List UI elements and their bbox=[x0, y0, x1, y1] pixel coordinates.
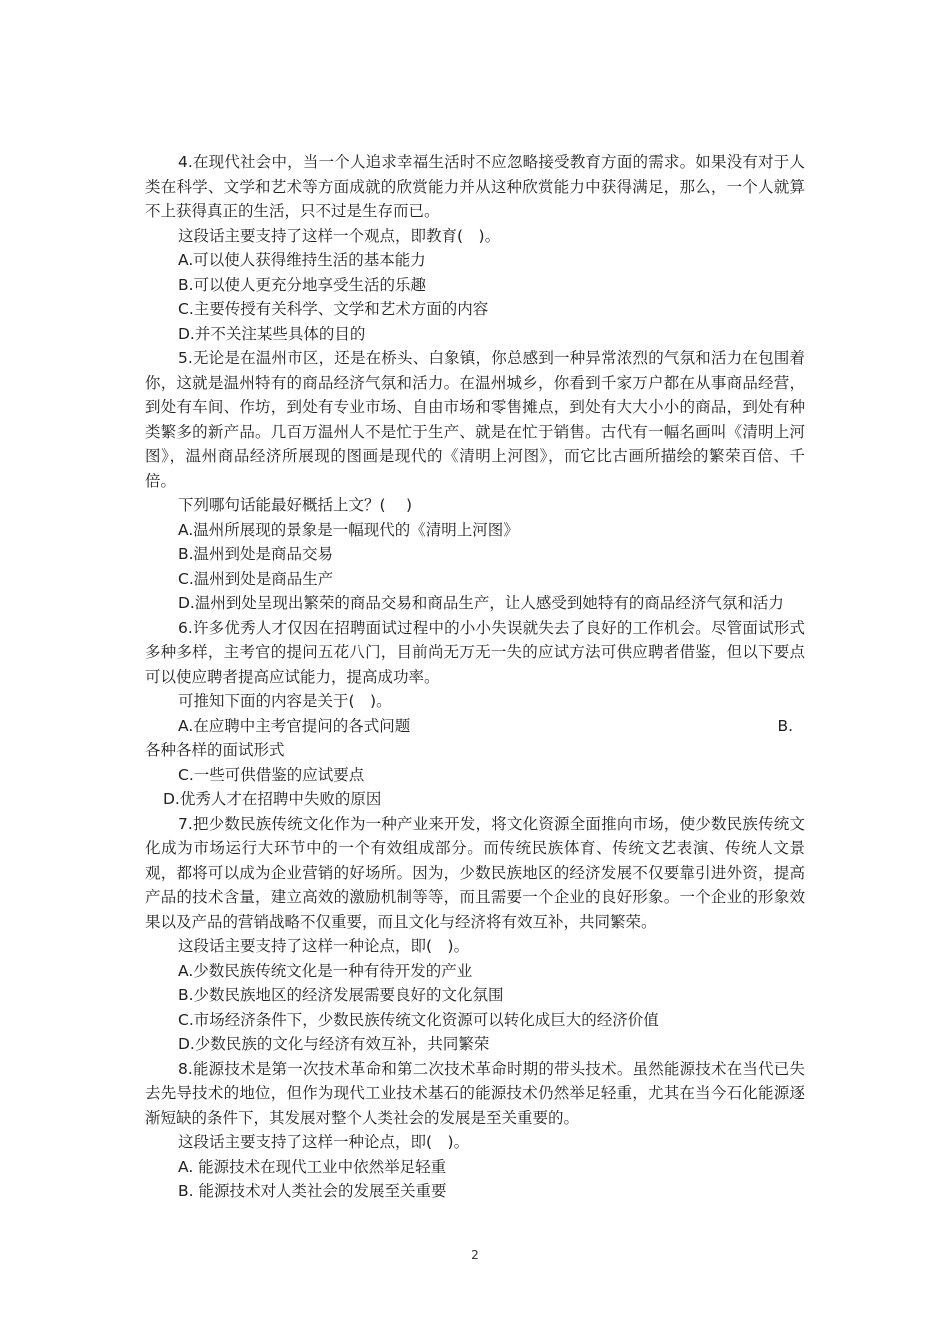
question-5-prompt: 下列哪句话能最好概括上文？( ) bbox=[178, 496, 413, 514]
page-number: 2 bbox=[471, 1248, 479, 1262]
question-6-option-d: D.优秀人才在招聘中失败的原因 bbox=[163, 790, 382, 808]
question-4-option-c: C.主要传授有关科学、文学和艺术方面的内容 bbox=[178, 300, 489, 318]
question-6-option-b-text: 各种各样的面试形式 bbox=[145, 741, 285, 759]
question-8-stem: 8.能源技术是第一次技术革命和第二次技术革命时期的带头技术。虽然能源技术在当代已失去先导技术的地位，但作为现代工业技术基石的能源技术仍然举足轻重，尤其在当今石化能源逐渐短缺的条件下，其发展对整个人类社会的发展是至关重要的。 bbox=[145, 1059, 805, 1127]
page-content bbox=[145, 150, 805, 1204]
question-5-option-a: A.温州所展现的景象是一幅现代的《清明上河图》 bbox=[178, 520, 519, 539]
question-8-prompt: 这段话主要支持了这样一种论点，即( )。 bbox=[178, 1133, 470, 1151]
question-6-option-b-prefix: B. bbox=[777, 716, 793, 735]
question-7-option-b: B.少数民族地区的经济发展需要良好的文化氛围 bbox=[178, 986, 504, 1004]
question-6-option-a: A.在应聘中主考官提问的各式问题 bbox=[178, 716, 411, 735]
question-7-option-a: A.少数民族传统文化是一种有待开发的产业 bbox=[178, 961, 473, 980]
question-7-option-c: C.市场经济条件下，少数民族传统文化资源可以转化成巨大的经济价值 bbox=[178, 1010, 659, 1029]
question-5-stem: 5.无论是在温州市区，还是在桥头、白象镇，你总感到一种异常浓烈的气氛和活力在包围着你，这就是温州特有的商品经济气氛和活力。在温州城乡，你看到千家万户都在从事商品经营，到处有车间、作坊，到处有专业市场、自由市场和零售摊点，到处有大大小小的商品，到处有种类繁多的新产品。几百万温州人不是忙于生产、就是在忙于销售。古代有一幅名画叫《清明上河图》，温州商品经济所展现的图画是现代的《清明上河图》，而它比古画所描绘的繁荣百倍、千倍。 bbox=[145, 349, 805, 490]
question-4-option-a: A.可以使人获得维持生活的基本能力 bbox=[178, 251, 426, 269]
question-4-option-b: B.可以使人更充分地享受生活的乐趣 bbox=[178, 275, 427, 294]
question-6-stem: 6.许多优秀人才仅因在招聘面试过程中的小小失误就失去了良好的工作机会。尽管面试形式多种多样，主考官的提问五花八门，目前尚无万无一失的应试方法可供应聘者借鉴，但以下要点可以使应聘者提高应试能力，提高成功率。 bbox=[145, 618, 805, 686]
question-8-option-a: A. 能源技术在现代工业中依然举足轻重 bbox=[178, 1157, 447, 1176]
question-7-prompt: 这段话主要支持了这样一种论点，即( )。 bbox=[178, 937, 470, 955]
question-5-option-c: C.温州到处是商品生产 bbox=[178, 569, 334, 588]
question-4-option-d: D.并不关注某些具体的目的 bbox=[178, 324, 366, 343]
question-7-stem: 7.把少数民族传统文化作为一种产业来开发，将文化资源全面推向市场，使少数民族传统文化成为市场运行大环节中的一个有效组成部分。而传统民族体育、传统文艺表演、传统人文景观，都将可以成为企业营销的好场所。因为，少数民族地区的经济发展不仅要靠引进外资，提高产品的技术含量，建立高效的激励机制等等，而且需要一个企业的良好形象。一个企业的形象效果以及产品的营销战略不仅重要，而且文化与经济将有效互补，共同繁荣。 bbox=[145, 814, 805, 931]
question-5-option-b: B.温州到处是商品交易 bbox=[178, 545, 334, 563]
question-5-option-d: D.温州到处呈现出繁荣的商品交易和商品生产，让人感受到她特有的商品经济气氛和活力 bbox=[178, 594, 784, 612]
question-8-option-b: B. 能源技术对人类社会的发展至关重要 bbox=[178, 1182, 447, 1200]
question-4-prompt: 这段话主要支持了这样一个观点，即教育( )。 bbox=[178, 226, 501, 245]
question-6-option-c: C.一些可供借鉴的应试要点 bbox=[178, 765, 365, 784]
question-6-prompt: 可推知下面的内容是关于( )。 bbox=[178, 692, 392, 710]
question-6-option-row bbox=[145, 714, 805, 739]
question-4-stem: 4.在现代社会中，当一个人追求幸福生活时不应忽略接受教育方面的需求。如果没有对于人类在科学、文学和艺术等方面成就的欣赏能力并从这种欣赏能力中获得满足，那么，一个人就算不上获得真正的生活，只不过是生存而已。 bbox=[145, 153, 805, 220]
question-7-option-d: D.少数民族的文化与经济有效互补，共同繁荣 bbox=[178, 1035, 490, 1053]
